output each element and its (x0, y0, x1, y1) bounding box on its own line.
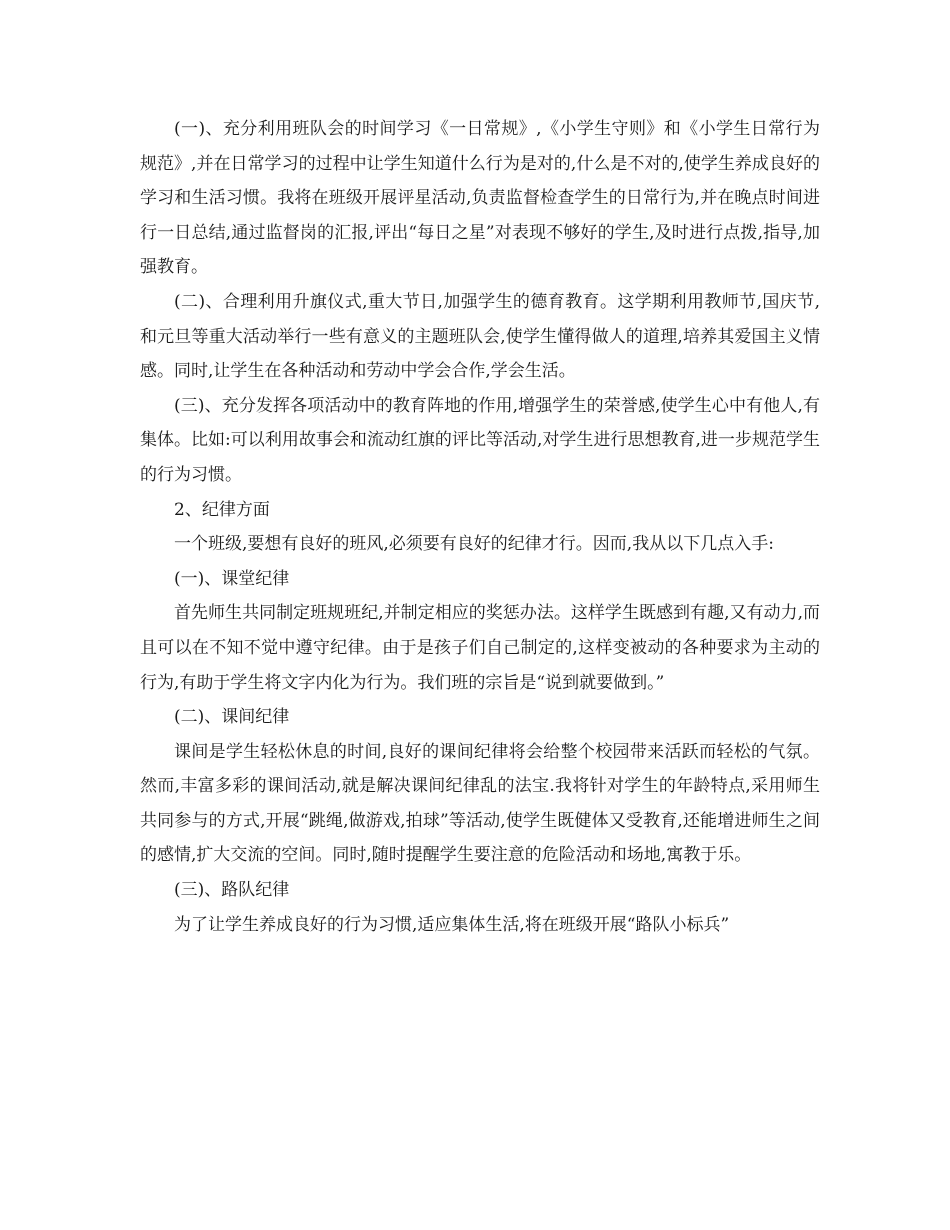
paragraph-discipline-intro: 一个班级,要想有良好的班风,必须要有良好的纪律才行。因而,我从以下几点入手: (174, 534, 774, 555)
paragraph-routine-study: (一)、充分利用班队会的时间学习《一日常规》,《小学生守则》和《小学生日常行为规范》,并在日常学习的过程中让学生知道什么行为是对的,什么是不对的,使学生养成良好的学习和生活习惯。我将在班级开展评星活动,负责监督检查学生的日常行为,并在晚点时间进行一日总结,通过监督岗的汇报,评出“每日之星”对表现不够好的学生,及时进行点拨,指导,加强教育。 (140, 119, 820, 278)
subheading-break-discipline: (二)、课间纪律 (174, 707, 290, 728)
subheading-classroom-discipline: (一)、课堂纪律 (174, 568, 290, 589)
paragraph-queue-discipline: 为了让学生养成良好的行为习惯,适应集体生活,将在班级开展“路队小标兵” (174, 914, 730, 935)
paragraph-activities: (三)、充分发挥各项活动中的教育阵地的作用,增强学生的荣誉感,使学生心中有他人,有集体。比如:可以利用故事会和流动红旗的评比等活动,对学生进行思想教育,进一步规范学生的行为习惯。 (140, 395, 820, 485)
paragraph-classroom-discipline: 首先师生共同制定班规班纪,并制定相应的奖惩办法。这样学生既感到有趣,又有动力,而且可以在不知不觉中遵守纪律。由于是孩子们自己制定的,这样变被动的各种要求为主动的行为,有助于学生将文字内化为行为。我们班的宗旨是“说到就要做到。” (140, 603, 820, 693)
subheading-queue-discipline: (三)、路队纪律 (174, 880, 290, 901)
paragraph-flag-ceremony: (二)、合理利用升旗仪式,重大节日,加强学生的德育教育。这学期利用教师节,国庆节,和元旦等重大活动举行一些有意义的主题班队会,使学生懂得做人的道理,培养其爱国主义情感。同时,让学生在各种活动和劳动中学会合作,学会生活。 (140, 291, 820, 382)
paragraph-break-discipline: 课间是学生轻松休息的时间,良好的课间纪律将会给整个校园带来活跃而轻松的气氛。然而,丰富多彩的课间活动,就是解决课间纪律乱的法宝.我将针对学生的年龄特点,采用师生共同参与的方式,开展“跳绳,做游戏,拍球”等活动,使学生既健体又受教育,还能增进师生之间的感情,扩大交流的空间。同时,随时提醒学生要注意的危险活动和场地,寓教于乐。 (140, 741, 820, 866)
document-body (140, 112, 820, 942)
section-heading-discipline: 2、纪律方面 (174, 499, 270, 520)
